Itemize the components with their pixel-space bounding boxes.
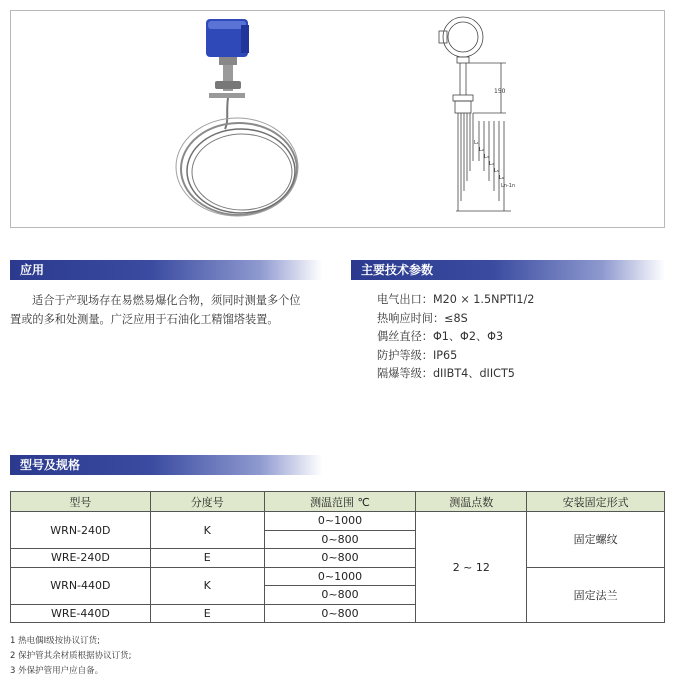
- grade-cell: E: [150, 604, 264, 623]
- product-image-panel: [10, 10, 665, 228]
- table-row: [11, 512, 665, 531]
- tech-param: 防护等级：IP65: [377, 348, 458, 362]
- table-row: [11, 567, 665, 586]
- application-line: 置或的多和处测量。广泛应用于石油化工精馏塔装置。: [10, 313, 279, 326]
- tech-param: 电气出口：M20 × 1.5NPTI1/2: [377, 293, 535, 306]
- grade-cell: K: [150, 567, 264, 604]
- footnote: 2 保护管其余材质根据协议订货;: [10, 651, 132, 661]
- footnote: 1 热电偶Ⅰ级按协议订货;: [10, 636, 100, 646]
- dimension-label: L₆: [499, 175, 504, 181]
- mount-cell: 固定法兰: [527, 567, 665, 623]
- model-cell: WRN-240D: [11, 512, 151, 549]
- model-cell: WRE-240D: [11, 549, 151, 568]
- dimension-label: L₅: [494, 168, 499, 174]
- tech-params-list: [377, 291, 534, 384]
- column-header: 分度号: [150, 492, 264, 512]
- product-illustration: [11, 11, 664, 227]
- section-header-models: 型号及规格: [10, 455, 322, 475]
- model-cell: WRN-440D: [11, 567, 151, 604]
- column-header: 安装固定形式: [527, 492, 665, 512]
- tech-param: 热响应时间：≤8S: [377, 311, 468, 325]
- dimension-label: L₁: [474, 140, 479, 146]
- dimension-label: L₄: [489, 161, 494, 167]
- mount-cell: 固定螺纹: [527, 512, 665, 568]
- column-header: 测温点数: [416, 492, 527, 512]
- section-header-application: 应用: [10, 260, 322, 280]
- dimension-label: L₂: [479, 147, 484, 153]
- sensor-drawing: [439, 17, 511, 211]
- footnote: 3 外保护管用户应自备。: [10, 666, 104, 676]
- application-line: 适合于产现场存在易燃易爆化合物，须同时测量多个位: [32, 294, 301, 307]
- column-header: 型号: [11, 492, 151, 512]
- range-cell: 0~800: [264, 586, 416, 605]
- points-cell: 2 ~ 12: [416, 512, 527, 623]
- range-cell: 0~800: [264, 530, 416, 549]
- range-cell: 0~1000: [264, 512, 416, 531]
- range-cell: 0~800: [264, 604, 416, 623]
- tech-param: 隔爆等级：dIIBT4、dIICT5: [377, 367, 515, 381]
- grade-cell: E: [150, 549, 264, 568]
- table-header-row: [11, 492, 665, 512]
- section-header-tech-params: 主要技术参数: [351, 260, 665, 280]
- dimension-label: Ln-1n: [501, 183, 516, 189]
- model-cell: WRE-440D: [11, 604, 151, 623]
- footnotes: [10, 634, 131, 679]
- range-cell: 0~800: [264, 549, 416, 568]
- dimension-label: L₃: [484, 154, 489, 160]
- tech-param: 偶丝直径：Φ1、Φ2、Φ3: [377, 330, 504, 344]
- column-header: 测温范围 ℃: [264, 492, 416, 512]
- range-cell: 0~1000: [264, 567, 416, 586]
- application-text: [10, 291, 340, 329]
- model-spec-table: [10, 491, 665, 623]
- sensor-photo: [176, 19, 298, 216]
- grade-cell: K: [150, 512, 264, 549]
- dimension-label-main: 150: [494, 88, 506, 95]
